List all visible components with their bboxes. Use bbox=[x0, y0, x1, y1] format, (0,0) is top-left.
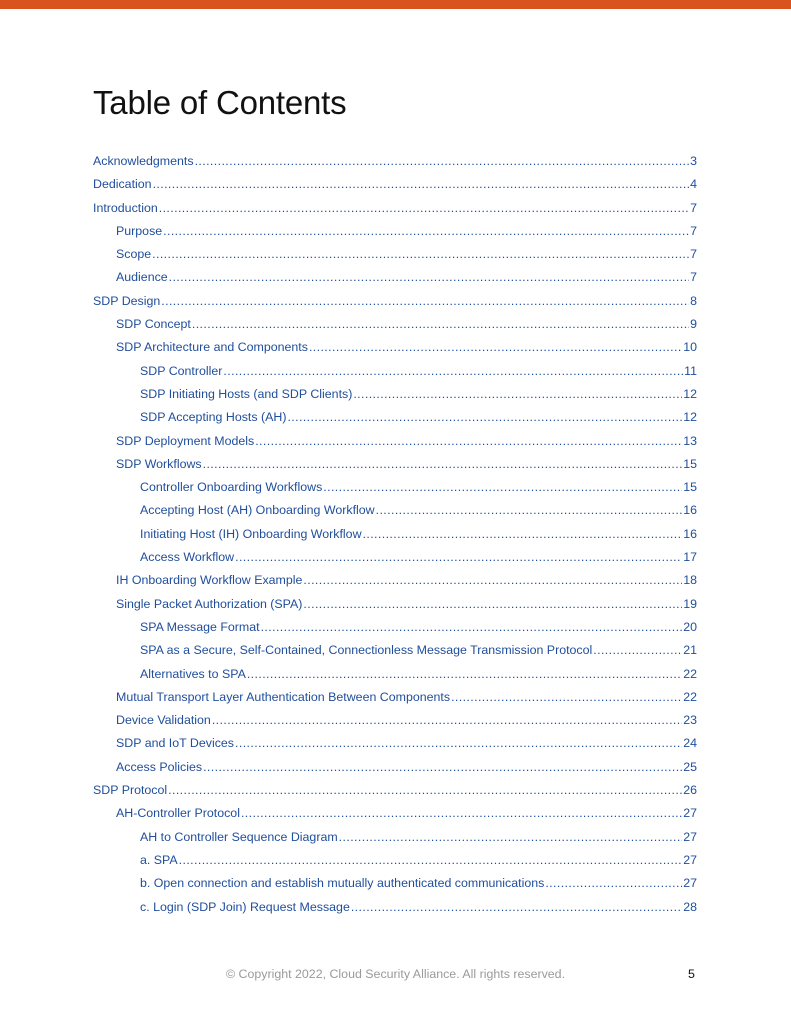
toc-entry-page[interactable]: 25 bbox=[683, 759, 697, 774]
toc-entry[interactable] bbox=[93, 173, 697, 196]
toc-entry[interactable] bbox=[93, 406, 697, 429]
toc-entry-page[interactable]: 20 bbox=[683, 619, 697, 634]
toc-entry[interactable] bbox=[93, 313, 697, 336]
table-of-contents bbox=[93, 150, 697, 919]
toc-dot-leader bbox=[339, 826, 683, 849]
toc-dot-leader bbox=[309, 336, 682, 359]
toc-entry-label[interactable]: SDP Initiating Hosts (and SDP Clients) bbox=[140, 386, 353, 401]
toc-entry-page[interactable]: 28 bbox=[683, 899, 697, 914]
toc-entry-page[interactable]: 24 bbox=[683, 736, 697, 751]
toc-entry-label[interactable]: Access Workflow bbox=[140, 550, 235, 565]
toc-entry-label[interactable]: Dedication bbox=[93, 177, 152, 192]
toc-entry[interactable] bbox=[93, 756, 697, 779]
toc-entry-page[interactable]: 4 bbox=[690, 177, 697, 192]
toc-entry-page[interactable]: 19 bbox=[683, 596, 697, 611]
toc-dot-leader bbox=[169, 266, 689, 289]
toc-entry[interactable] bbox=[93, 896, 697, 919]
toc-entry-page[interactable]: 7 bbox=[690, 270, 697, 285]
toc-entry-label[interactable]: Introduction bbox=[93, 200, 158, 215]
toc-entry-label[interactable]: Device Validation bbox=[116, 713, 211, 728]
toc-entry-label[interactable]: a. SPA bbox=[140, 852, 178, 867]
toc-entry[interactable] bbox=[93, 243, 697, 266]
toc-dot-leader bbox=[363, 523, 683, 546]
toc-entry[interactable] bbox=[93, 220, 697, 243]
toc-entry[interactable] bbox=[93, 686, 697, 709]
toc-entry-label[interactable]: Scope bbox=[116, 247, 152, 262]
toc-entry-page[interactable]: 27 bbox=[683, 852, 697, 867]
toc-entry-label[interactable]: SDP Controller bbox=[140, 363, 223, 378]
toc-entry-label[interactable]: Accepting Host (AH) Onboarding Workflow bbox=[140, 503, 375, 518]
toc-dot-leader bbox=[376, 499, 683, 522]
toc-entry-page[interactable]: 12 bbox=[683, 386, 697, 401]
toc-entry[interactable] bbox=[93, 849, 697, 872]
toc-dot-leader bbox=[323, 476, 682, 499]
toc-dot-leader bbox=[351, 896, 682, 919]
toc-dot-leader bbox=[255, 430, 682, 453]
toc-entry-page[interactable]: 8 bbox=[690, 293, 697, 308]
toc-entry[interactable] bbox=[93, 732, 697, 755]
toc-entry-label[interactable]: SPA Message Format bbox=[140, 619, 260, 634]
toc-dot-leader bbox=[192, 313, 689, 336]
toc-entry[interactable] bbox=[93, 709, 697, 732]
toc-entry[interactable] bbox=[93, 639, 697, 662]
toc-dot-leader bbox=[451, 686, 682, 709]
toc-entry-page[interactable]: 16 bbox=[683, 503, 697, 518]
toc-dot-leader bbox=[241, 802, 682, 825]
toc-entry-page[interactable]: 23 bbox=[683, 713, 697, 728]
toc-entry-page[interactable]: 11 bbox=[684, 363, 697, 378]
toc-entry-label[interactable]: c. Login (SDP Join) Request Message bbox=[140, 899, 350, 914]
toc-entry-label[interactable]: Purpose bbox=[116, 223, 163, 238]
toc-entry[interactable] bbox=[93, 802, 697, 825]
toc-dot-leader bbox=[223, 360, 683, 383]
footer-page-number: 5 bbox=[688, 967, 695, 981]
toc-entry-label[interactable]: SDP Design bbox=[93, 293, 161, 308]
toc-entry-label[interactable]: IH Onboarding Workflow Example bbox=[116, 573, 303, 588]
toc-entry[interactable] bbox=[93, 872, 697, 895]
toc-entry[interactable] bbox=[93, 569, 697, 592]
toc-entry-label[interactable]: SDP Workflows bbox=[116, 456, 202, 471]
toc-entry[interactable] bbox=[93, 360, 697, 383]
toc-entry-label[interactable]: Alternatives to SPA bbox=[140, 666, 246, 681]
toc-entry[interactable] bbox=[93, 779, 697, 802]
toc-entry[interactable] bbox=[93, 290, 697, 313]
toc-entry-label[interactable]: b. Open connection and establish mutually authenticated communications bbox=[140, 876, 545, 891]
toc-entry-label[interactable]: Initiating Host (IH) Onboarding Workflow bbox=[140, 526, 362, 541]
toc-entry[interactable] bbox=[93, 499, 697, 522]
toc-dot-leader bbox=[161, 290, 689, 313]
toc-dot-leader bbox=[247, 663, 682, 686]
toc-dot-leader bbox=[152, 243, 689, 266]
toc-entry-label[interactable]: Single Packet Authorization (SPA) bbox=[116, 596, 303, 611]
toc-dot-leader bbox=[195, 150, 690, 173]
toc-dot-leader bbox=[545, 872, 682, 895]
toc-dot-leader bbox=[593, 639, 682, 662]
page-title: Table of Contents bbox=[93, 84, 347, 121]
toc-entry-page[interactable]: 15 bbox=[683, 480, 697, 495]
toc-entry[interactable] bbox=[93, 523, 697, 546]
toc-entry[interactable] bbox=[93, 616, 697, 639]
toc-dot-leader bbox=[303, 569, 682, 592]
toc-entry[interactable] bbox=[93, 383, 697, 406]
toc-dot-leader bbox=[303, 593, 682, 616]
toc-entry-label[interactable]: Access Policies bbox=[116, 759, 203, 774]
toc-entry-page[interactable]: 21 bbox=[683, 643, 697, 658]
top-accent-bar bbox=[0, 0, 791, 9]
toc-entry-page[interactable]: 17 bbox=[683, 550, 697, 565]
toc-entry[interactable] bbox=[93, 430, 697, 453]
toc-entry[interactable] bbox=[93, 546, 697, 569]
toc-entry-label[interactable]: SDP Accepting Hosts (AH) bbox=[140, 410, 287, 425]
toc-entry[interactable] bbox=[93, 336, 697, 359]
toc-entry[interactable] bbox=[93, 593, 697, 616]
toc-entry-label[interactable]: SPA as a Secure, Self-Contained, Connectionless Message Transmission Protocol bbox=[140, 643, 593, 658]
toc-dot-leader bbox=[168, 779, 682, 802]
toc-entry[interactable] bbox=[93, 476, 697, 499]
toc-entry-page[interactable]: 16 bbox=[683, 526, 697, 541]
toc-dot-leader bbox=[235, 546, 682, 569]
toc-entry-page[interactable]: 18 bbox=[683, 573, 697, 588]
toc-dot-leader bbox=[287, 406, 682, 429]
toc-entry-label[interactable]: AH to Controller Sequence Diagram bbox=[140, 829, 338, 844]
toc-entry-page[interactable]: 7 bbox=[690, 247, 697, 262]
toc-entry-page[interactable]: 9 bbox=[690, 317, 697, 332]
toc-entry-page[interactable]: 12 bbox=[683, 410, 697, 425]
toc-dot-leader bbox=[235, 732, 682, 755]
toc-entry-page[interactable]: 27 bbox=[683, 829, 697, 844]
toc-entry-page[interactable]: 3 bbox=[690, 154, 697, 168]
toc-entry[interactable] bbox=[93, 266, 697, 289]
toc-dot-leader bbox=[212, 709, 682, 732]
toc-dot-leader bbox=[203, 756, 682, 779]
toc-dot-leader bbox=[353, 383, 682, 406]
toc-entry-label[interactable]: SDP Deployment Models bbox=[116, 433, 255, 448]
toc-entry-page[interactable]: 10 bbox=[683, 340, 697, 355]
toc-dot-leader bbox=[179, 849, 683, 872]
toc-entry-label[interactable]: AH-Controller Protocol bbox=[116, 806, 240, 821]
toc-dot-leader bbox=[163, 220, 689, 243]
toc-entry-label[interactable]: SDP Architecture and Components bbox=[116, 340, 308, 355]
toc-entry[interactable] bbox=[93, 197, 697, 220]
toc-entry-page[interactable]: 13 bbox=[683, 433, 697, 448]
toc-entry-page[interactable]: 22 bbox=[683, 689, 697, 704]
toc-dot-leader bbox=[159, 197, 689, 220]
toc-dot-leader bbox=[153, 173, 690, 196]
toc-entry-page[interactable]: 27 bbox=[683, 876, 697, 891]
toc-entry-label[interactable]: Mutual Transport Layer Authentication Between Components bbox=[116, 689, 451, 704]
toc-dot-leader bbox=[203, 453, 683, 476]
toc-entry-page[interactable]: 26 bbox=[683, 783, 697, 798]
toc-entry-label[interactable]: SDP Protocol bbox=[93, 783, 168, 798]
toc-entry[interactable] bbox=[93, 453, 697, 476]
toc-entry-label[interactable]: Acknowledgments bbox=[93, 154, 194, 168]
toc-entry-label[interactable]: SDP and IoT Devices bbox=[116, 736, 235, 751]
toc-entry-page[interactable]: 22 bbox=[683, 666, 697, 681]
toc-entry-page[interactable]: 7 bbox=[690, 200, 697, 215]
toc-entry-label[interactable]: SDP Concept bbox=[116, 317, 191, 332]
toc-dot-leader bbox=[261, 616, 683, 639]
toc-entry[interactable] bbox=[93, 150, 697, 173]
footer-copyright: © Copyright 2022, Cloud Security Alliance. All rights reserved. bbox=[225, 967, 566, 981]
toc-entry[interactable] bbox=[93, 663, 697, 686]
toc-entry-page[interactable]: 7 bbox=[690, 223, 697, 238]
toc-entry-page[interactable]: 27 bbox=[683, 806, 697, 821]
toc-entry-label[interactable]: Controller Onboarding Workflows bbox=[140, 480, 323, 495]
toc-entry[interactable] bbox=[93, 826, 697, 849]
toc-entry-page[interactable]: 15 bbox=[683, 456, 697, 471]
toc-entry-label[interactable]: Audience bbox=[116, 270, 168, 285]
